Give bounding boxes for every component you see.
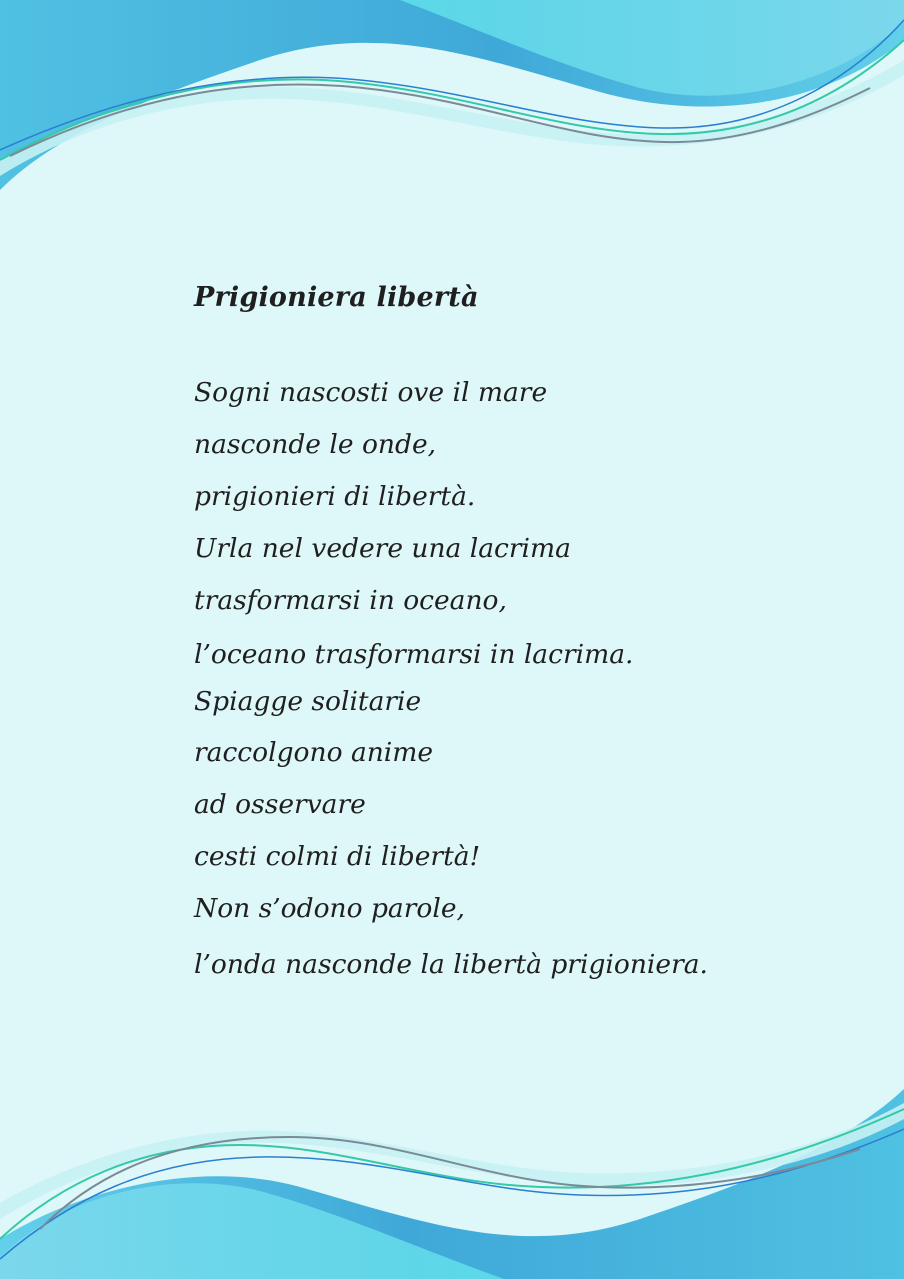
poem-line: raccolgono anime [194, 737, 434, 768]
poem-line: prigionieri di libertà. [194, 481, 476, 512]
poem-line: l’oceano trasformarsi in lacrima. [194, 639, 634, 670]
poem-title: Prigioniera libertà [194, 282, 479, 313]
poem-line: Spiagge solitarie [194, 686, 422, 717]
poem-line: nasconde le onde, [194, 429, 437, 460]
poem-line: l’onda nasconde la libertà prigioniera. [194, 949, 708, 980]
poem-line: trasformarsi in oceano, [194, 585, 507, 616]
poem-line: Sogni nascosti ove il mare [194, 377, 548, 408]
bottom-wave-border [0, 1079, 904, 1279]
poem-line: Urla nel vedere una lacrima [194, 533, 571, 564]
poem-line: cesti colmi di libertà! [194, 841, 481, 872]
poem-line: ad osservare [194, 789, 366, 820]
poem-line: Non s’odono parole, [194, 893, 465, 924]
